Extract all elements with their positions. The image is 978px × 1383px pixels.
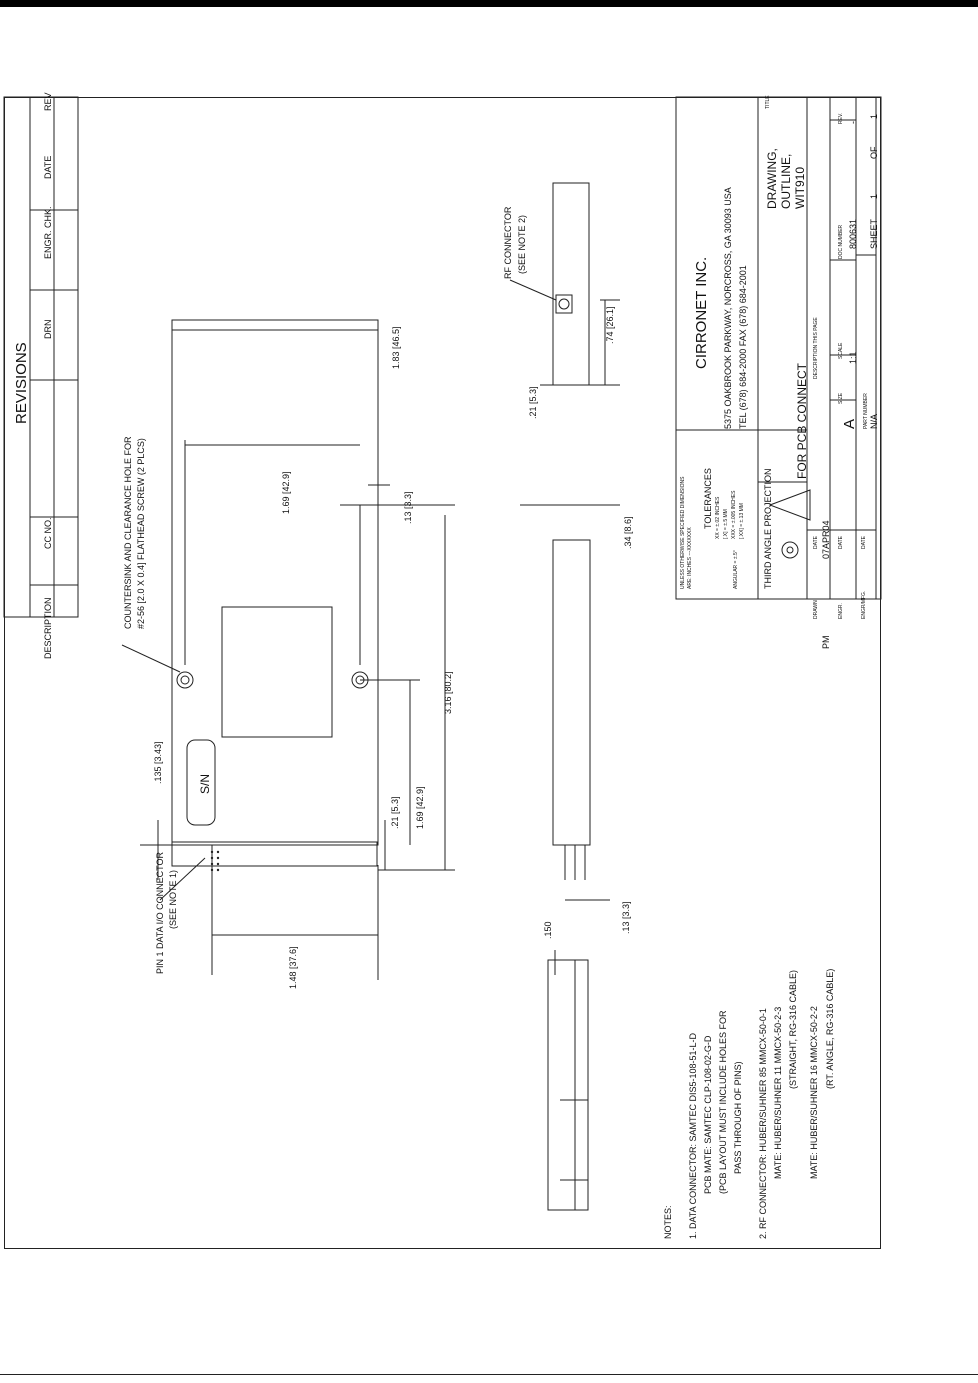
tol-4: TOLERANCES xyxy=(703,468,713,529)
note-2b: MATE: HUBER/SUHNER 11 MMCX-50-2-3 xyxy=(773,1006,783,1179)
size-label: SIZE xyxy=(838,392,844,404)
mfg-date-label: DATE xyxy=(861,536,867,549)
countersink-label-2: #2-56 [2.0 X 0.4] FLATHEAD SCREW (2 PLCS) xyxy=(136,438,146,629)
rev-label: REV. xyxy=(838,112,844,124)
drawn-label: DRAWN xyxy=(813,600,819,619)
rotated-text-layer xyxy=(4,97,881,1249)
drawn: PM xyxy=(821,635,831,649)
dim-0-74: .74 [26.1] xyxy=(605,306,615,344)
doc-label: DOC NUMBER xyxy=(838,224,844,259)
scale: 1:1 xyxy=(848,351,858,364)
rev-header-date: DATE xyxy=(43,155,53,179)
engr-label: ENGR. xyxy=(838,603,844,619)
sheet-label: SHEET xyxy=(869,218,879,249)
note-2c: (STRAIGHT, RG-316 CABLE) xyxy=(788,969,798,1089)
pin1-label-2: (SEE NOTE 1) xyxy=(168,869,178,929)
rev-header-chk: ENGR. CHK. xyxy=(43,206,53,259)
dim-1-83: 1.83 [46.5] xyxy=(391,326,401,369)
address: 5375 OAKBROOK PARKWAY, NORCROSS, GA 30093 USA xyxy=(723,187,733,429)
sn-label: S/N xyxy=(198,773,212,794)
dim-0-135: .135 [3.43] xyxy=(153,741,163,784)
title-3: WIT910 xyxy=(793,166,807,209)
size: A xyxy=(841,418,858,429)
note-1c: (PCB LAYOUT MUST INCLUDE HOLES FOR xyxy=(718,1010,728,1194)
note-1d: PASS THROUGH OF PINS) xyxy=(733,1061,743,1174)
note-2e: (RT. ANGLE, RG-316 CABLE) xyxy=(825,968,835,1089)
note-2a: 2. RF CONNECTOR: HUBER/SUHNER 85 MMCX-50-0-1 xyxy=(758,1008,768,1239)
tol-5: XX = ±.02 INCHES xyxy=(715,496,721,539)
title-label: TITLE xyxy=(765,95,771,109)
dim-1-69a: 1.69 [42.9] xyxy=(281,471,291,514)
desc-label: DESCRIPTION THIS PAGE xyxy=(813,317,819,379)
countersink-label-1: COUNTERSINK AND CLEARANCE HOLE FOR xyxy=(123,436,133,629)
dim-0-21a: .21 [5.3] xyxy=(390,796,400,829)
title-4: FOR PCB CONNECT xyxy=(795,362,809,479)
note-2d: MATE: HUBER/SUHNER 16 MMCX-50-2-2 xyxy=(809,1006,819,1179)
pin1-label-1: PIN 1 DATA I/O CONNECTOR xyxy=(155,851,165,974)
engr-date-label: DATE xyxy=(838,536,844,549)
title-1: DRAWING, xyxy=(765,148,779,209)
dim-1-48: 1.48 [37.6] xyxy=(288,946,298,989)
tol-8: [.XX] = ±.13 MM xyxy=(739,503,745,539)
rev-header-cc: CC NO. xyxy=(43,517,53,549)
page-bottom-rule xyxy=(0,1374,978,1375)
rev-header-rev: REV xyxy=(43,92,53,111)
scale-label: SCALE xyxy=(838,342,844,359)
company: CIRRONET INC. xyxy=(693,256,710,369)
dim-0-34: .34 [8.6] xyxy=(623,516,633,549)
title-2: OUTLINE, xyxy=(779,153,793,209)
part-label: PART NUMBER xyxy=(863,393,869,429)
of-no: 1 xyxy=(869,113,879,119)
rf-label-1: RF CONNECTOR xyxy=(503,206,513,279)
sheet-no: 1 xyxy=(869,193,879,199)
of-label: OF xyxy=(869,146,879,159)
tol-2: ARE: INCHES ---XXXXXXX xyxy=(687,527,693,589)
notes-heading: NOTES: xyxy=(663,1205,673,1239)
dim-1-69b: 1.69 [42.9] xyxy=(415,786,425,829)
part-number: N/A xyxy=(869,413,879,429)
rf-label-2: (SEE NOTE 2) xyxy=(517,214,527,274)
phone: TEL (678) 684-2000 FAX (678) 684-2001 xyxy=(738,265,748,429)
revisions-title: REVISIONS xyxy=(13,342,30,424)
date-label: DATE xyxy=(813,536,819,549)
dim-0-13b: .13 [3.3] xyxy=(621,901,631,934)
note-1b: PCB MATE: SAMTEC CLP-108-02-G-D xyxy=(703,1035,713,1194)
dim-0-150: .150 xyxy=(543,921,553,939)
note-1a: 1. DATA CONNECTOR: SAMTEC DIS5-108-51-L-D xyxy=(688,1032,698,1239)
dim-3-16: 3.16 [80.2] xyxy=(443,671,453,714)
angular: ANGULAR = ±.5° xyxy=(733,550,739,589)
doc-number: 800631 xyxy=(848,218,858,249)
dim-0-13a: .13 [3.3] xyxy=(403,491,413,524)
rev-header-drn: DRN xyxy=(43,319,53,339)
rev: - xyxy=(848,121,858,124)
projection: THIRD ANGLE PROJECTION xyxy=(763,468,773,589)
tol-7: XXX = ±.005 INCHES xyxy=(731,490,737,539)
rev-header-desc: DESCRIPTION xyxy=(43,597,53,659)
date: 07APR04 xyxy=(821,520,831,559)
tol-6: [.X] = ±.5 MM xyxy=(723,509,729,539)
dim-0-21b: .21 [5.3] xyxy=(528,386,538,419)
tol-1: UNLESS OTHERWISE SPECIFIED DIMENSIONS xyxy=(680,476,686,589)
mfg-label: ENGR/MFG. xyxy=(861,590,867,619)
